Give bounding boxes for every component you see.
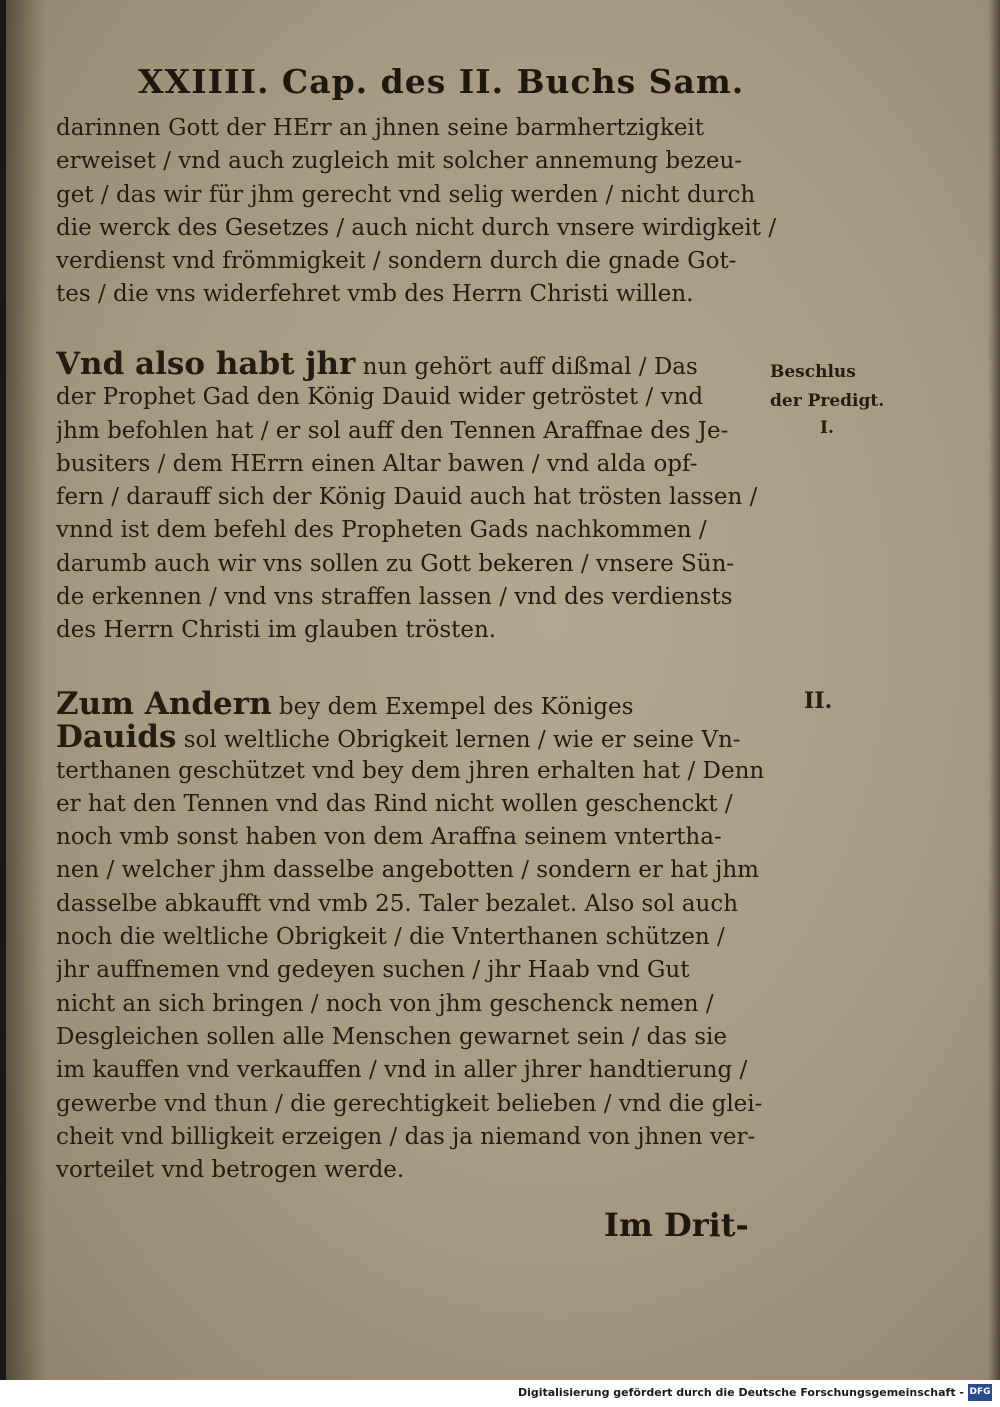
text-line: tes / die vns widerfehret vmb des Herrn Christi willen. <box>56 281 694 308</box>
page-edge-shadow <box>988 0 1000 1380</box>
text-line: er hat den Tennen vnd das Rind nicht wollen geschenckt / <box>56 790 733 817</box>
lead-words: Zum Andern <box>56 688 272 722</box>
text-line: nicht an sich bringen / noch von jhm geschenck nemen / <box>56 990 714 1017</box>
text-line-second <box>56 721 776 754</box>
text-line: vorteilet vnd betrogen werde. <box>56 1157 405 1184</box>
text-line: jhm befohlen hat / er sol auff den Tennen Araffnae des Je- <box>56 417 729 444</box>
paragraph-3 <box>56 688 776 1187</box>
paragraph-1 <box>56 112 776 312</box>
text-line: terthanen geschützet vnd bey dem jhren erhalten hat / Denn <box>56 757 765 784</box>
footer-bar <box>0 1380 1000 1407</box>
text-line: cheit vnd billigkeit erzeigen / das ja niemand von jhnen ver- <box>56 1123 756 1150</box>
text-line: de erkennen / vnd vns straffen lassen / vnd des verdiensts <box>56 584 733 611</box>
text-rest: bey dem Exempel des Königes <box>271 694 634 720</box>
text-line: vnnd ist dem befehl des Propheten Gads nachkommen / <box>56 517 707 544</box>
paragraph-2 <box>56 348 776 648</box>
text-line: des Herrn Christi im glauben trösten. <box>56 617 497 644</box>
text-line: die werck des Gesetzes / auch nicht durch vnsere wirdigkeit / <box>56 214 776 241</box>
text-line: darumb auch wir vns sollen zu Gott bekeren / vnsere Sün- <box>56 550 735 577</box>
text-line-first <box>56 688 776 721</box>
marginal-numeral-1: I. <box>820 418 834 438</box>
text-line: verdienst vnd frömmigkeit / sondern durch die gnade Got- <box>56 248 737 275</box>
text-line-first <box>56 348 776 381</box>
text-line: erweiset / vnd auch zugleich mit solcher annemung bezeu- <box>56 148 743 175</box>
text-line: dasselbe abkaufft vnd vmb 25. Taler bezalet. Also sol auch <box>56 890 739 917</box>
footer-credit: Digitalisierung gefördert durch die Deutsche Forschungsgemeinschaft - <box>517 1386 964 1399</box>
running-header: XXIIII. Cap. des II. Buchs Sam. <box>138 62 745 101</box>
marginal-note-predigt: der Predigt. <box>770 391 885 411</box>
text-line: fern / darauff sich der König Dauid auch hat trösten lassen / <box>56 484 758 511</box>
page-gutter-shadow <box>6 0 46 1380</box>
dfg-logo-icon: DFG <box>968 1384 992 1401</box>
text-line: busiters / dem HErrn einen Altar bawen / vnd alda opf- <box>56 450 698 477</box>
text-line: gewerbe vnd thun / die gerechtigkeit belieben / vnd die glei- <box>56 1090 763 1117</box>
text-line: darinnen Gott der HErr an jhnen seine barmhertzigkeit <box>56 115 705 141</box>
text-rest: nun gehört auff dißmal / Das <box>355 354 698 380</box>
text-line: nen / welcher jhm dasselbe angebotten / sondern er hat jhm <box>56 857 759 884</box>
lead-words: Dauids <box>56 721 177 755</box>
marginal-numeral-2: II. <box>804 688 833 714</box>
text-line: noch vmb sonst haben von dem Araffna seinem vntertha- <box>56 824 722 851</box>
text-line: noch die weltliche Obrigkeit / die Vnterthanen schützen / <box>56 924 725 951</box>
text-line: der Prophet Gad den König Dauid wider getröstet / vnd <box>56 384 704 411</box>
catchword: Im Drit- <box>604 1206 749 1244</box>
marginal-note-beschlus: Beschlus <box>770 362 856 382</box>
text-rest: sol weltliche Obrigkeit lernen / wie er seine Vn- <box>176 727 741 754</box>
text-line: get / das wir für jhm gerecht vnd selig werden / nicht durch <box>56 181 756 208</box>
text-line: im kauffen vnd verkauffen / vnd in aller jhrer handtierung / <box>56 1057 748 1084</box>
lead-words: Vnd also habt jhr <box>56 348 356 382</box>
text-line: Desgleichen sollen alle Menschen gewarnet sein / das sie <box>56 1023 727 1050</box>
text-line: jhr auffnemen vnd gedeyen suchen / jhr Haab vnd Gut <box>56 957 690 984</box>
